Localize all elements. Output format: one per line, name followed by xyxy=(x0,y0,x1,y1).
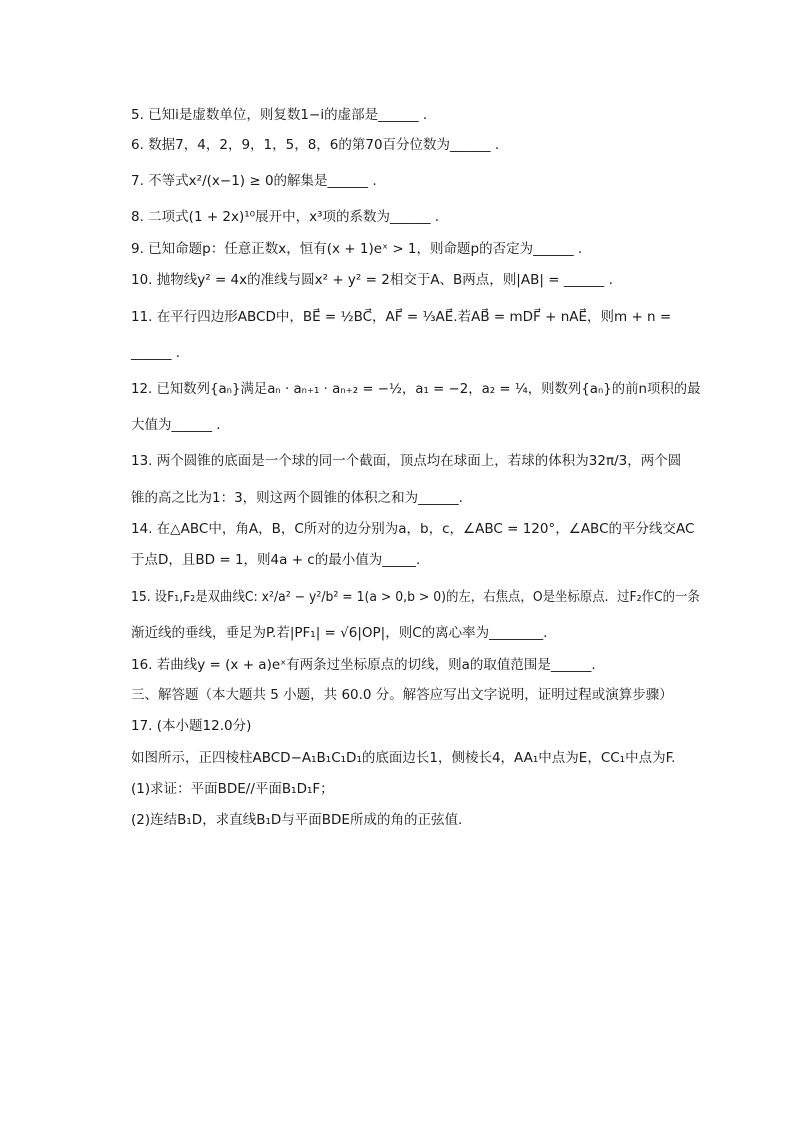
question-8: 8. 二项式(1 + 2x)¹⁰展开中，x³项的系数为______ . xyxy=(131,209,440,225)
question-17-part-1: (1)求证：平面BDE//平面B₁D₁F； xyxy=(131,781,334,797)
question-17-header: 17. (本小题12.0分) xyxy=(131,718,252,734)
question-12-line-1: 12. 已知数列{aₙ}满足aₙ · aₙ₊₁ · aₙ₊₂ = −½，a₁ = −2，a₂ = ¼，则数列{aₙ}的前n项积的最 xyxy=(131,381,701,397)
question-16: 16. 若曲线y = (x + a)eˣ有两条过坐标原点的切线，则a的取值范围是______. xyxy=(131,657,596,673)
question-13-line-2: 锥的高之比为1：3，则这两个圆锥的体积之和为______. xyxy=(131,490,463,506)
section-title: 三、解答题（本大题共 5 小题，共 60.0 分。解答应写出文字说明，证明过程或演算步骤） xyxy=(131,687,673,703)
question-14-line-1: 14. 在△ABC中，角A，B，C所对的边分别为a，b，c，∠ABC = 120°，∠ABC的平分线交AC xyxy=(131,521,695,537)
question-15-line-2: 渐近线的垂线，垂足为P.若|PF₁| = √6|OP|，则C的离心率为________. xyxy=(131,625,548,641)
question-14-line-2: 于点D，且BD = 1，则4a + c的最小值为_____. xyxy=(131,552,421,568)
question-11-line-1: 11. 在平行四边形ABCD中，BE⃗ = ½BC⃗，AF⃗ = ⅓AE⃗.若AB⃗ = mDF⃗ + nAE⃗，则m + n = xyxy=(131,309,672,325)
question-13-line-1: 13. 两个圆锥的底面是一个球的同一个截面，顶点均在球面上，若球的体积为32π/3，两个圆 xyxy=(131,453,682,469)
question-17-part-2: (2)连结B₁D，求直线B₁D与平面BDE所成的角的正弦值. xyxy=(131,812,463,828)
question-12-line-2: 大值为______ . xyxy=(131,417,221,433)
question-15-line-1: 15. 设F₁,F₂是双曲线C: x²/a² − y²/b² = 1(a > 0,b > 0)的左，右焦点，O是坐标原点．过F₂作C的一条 xyxy=(131,589,700,605)
question-5: 5. 已知i是虚数单位，则复数1−i的虚部是______ . xyxy=(131,107,428,123)
question-6: 6. 数据7，4，2，9，1，5，8，6的第70百分位数为______ . xyxy=(131,137,500,153)
question-17-body: 如图所示，正四棱柱ABCD−A₁B₁C₁D₁的底面边长1，侧棱长4，AA₁中点为E，CC₁中点为F. xyxy=(131,750,676,766)
question-9: 9. 已知命题p：任意正数x，恒有(x + 1)eˣ > 1，则命题p的否定为______ . xyxy=(131,241,583,257)
question-11-line-2: ______ . xyxy=(131,345,181,361)
question-7: 7. 不等式x²/(x−1) ≥ 0的解集是______ . xyxy=(131,173,377,189)
question-10: 10. 抛物线y² = 4x的准线与圆x² + y² = 2相交于A、B两点，则|AB| = ______ . xyxy=(131,272,613,288)
